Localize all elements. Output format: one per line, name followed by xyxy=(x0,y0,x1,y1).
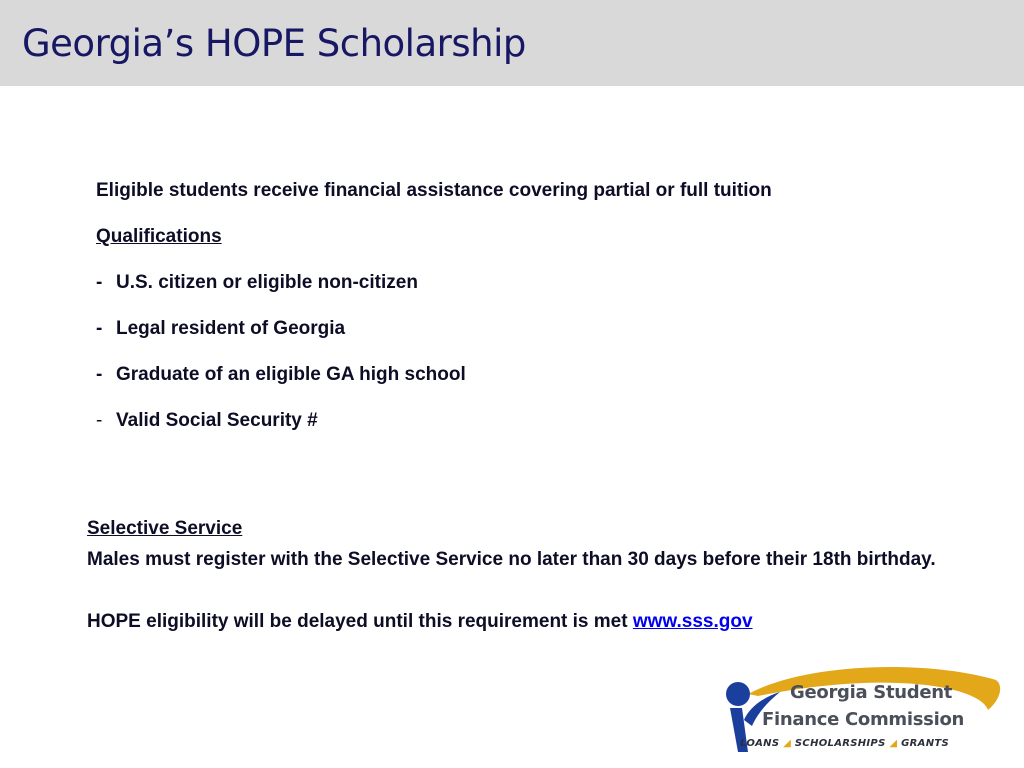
title-bar xyxy=(0,0,1024,86)
logo-line2: Finance Commission xyxy=(762,709,965,730)
qualification-text: Graduate of an eligible GA high school xyxy=(116,364,466,385)
eligibility-note-line xyxy=(87,606,967,637)
bullet-dash: - xyxy=(96,318,103,339)
bullet-dash: - xyxy=(96,272,103,293)
selective-service-block xyxy=(87,513,967,637)
qualification-text: Legal resident of Georgia xyxy=(116,318,346,339)
tag-separator-icon: ◢ xyxy=(783,738,792,749)
logo-tagline xyxy=(740,738,949,749)
qualification-item xyxy=(96,364,466,386)
logo-tag-loans: LOANS xyxy=(740,738,780,749)
selective-service-heading: Selective Service xyxy=(87,518,243,539)
eligibility-note: HOPE eligibility will be delayed until this requirement is met xyxy=(87,611,628,632)
bullet-dash: - xyxy=(96,410,103,431)
sss-link[interactable]: www.sss.gov xyxy=(632,611,753,632)
logo-tag-grants: GRANTS xyxy=(901,738,950,749)
qualification-item xyxy=(96,318,345,340)
bullet-dash: - xyxy=(96,364,103,385)
qualification-text: Valid Social Security # xyxy=(116,410,318,431)
gsfc-logo xyxy=(718,666,1004,756)
logo-line1: Georgia Student xyxy=(790,682,953,703)
spacer xyxy=(87,575,967,606)
slide-title: Georgia’s HOPE Scholarship xyxy=(22,22,526,65)
qualification-item xyxy=(96,272,418,294)
tag-separator-icon: ◢ xyxy=(889,738,898,749)
qualifications-heading: Qualifications xyxy=(96,226,222,247)
intro-text: Eligible students receive financial assistance covering partial or full tuition xyxy=(96,180,772,201)
qualification-text: U.S. citizen or eligible non-citizen xyxy=(116,272,418,293)
logo-tag-scholarships: SCHOLARSHIPS xyxy=(794,738,886,749)
qualification-item xyxy=(96,410,318,432)
selective-service-body: Males must register with the Selective Service no later than 30 days before their 18th birthday. xyxy=(87,549,936,570)
